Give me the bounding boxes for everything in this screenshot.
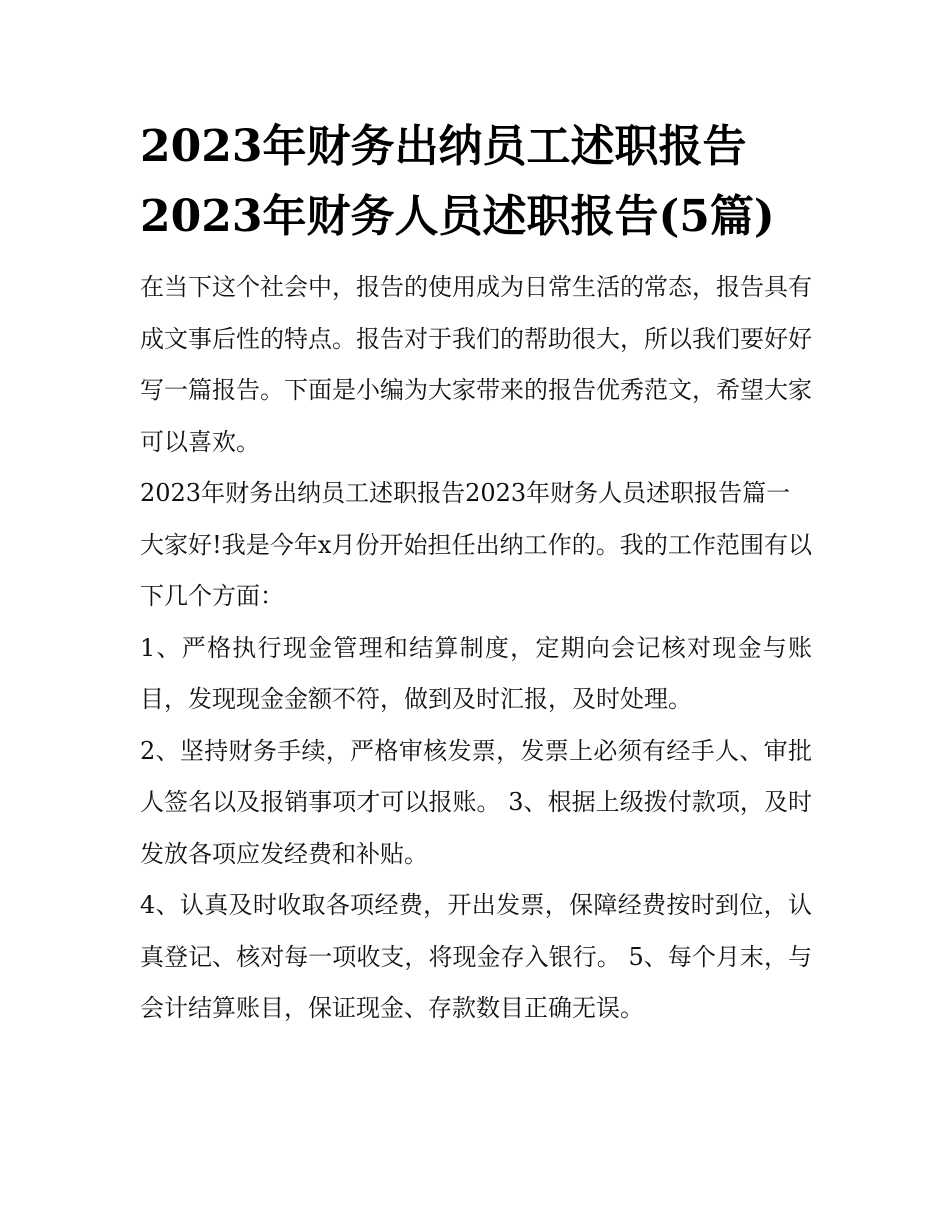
- paragraph-section-heading: 2023年财务出纳员工述职报告2023年财务人员述职报告篇一: [140, 479, 791, 507]
- paragraph-intro: 在当下这个社会中，报告的使用成为日常生活的常态，报告具有成文事后性的特点。报告对于我们的帮助很大，所以我们要好好写一篇报告。下面是小编为大家带来的报告优秀范文，希望大家可以喜欢。: [140, 273, 812, 456]
- paragraph-item-2-3: 2、坚持财务手续，严格审核发票，发票上必须有经手人、审批人签名以及报销事项才可以报账。 3、根据上级拨付款项，及时发放各项应发经费和补贴。: [140, 736, 812, 868]
- paragraph-greeting: 大家好!我是今年x月份开始担任出纳工作的。我的工作范围有以下几个方面：: [140, 530, 812, 610]
- document-title: 2023年财务出纳员工述职报告2023年财务人员述职报告(5篇): [140, 121, 775, 242]
- paragraph-item-4-5: 4、认真及时收取各项经费，开出发票，保障经费按时到位，认真登记、核对每一项收支，将现金存入银行。 5、每个月末，与会计结算账目，保证现金、存款数目正确无误。: [140, 891, 812, 1022]
- paragraph-item-1: 1、严格执行现金管理和结算制度，定期向会记核对现金与账目，发现现金金额不符，做到及时汇报，及时处理。: [140, 633, 812, 713]
- document-body: [140, 112, 812, 1035]
